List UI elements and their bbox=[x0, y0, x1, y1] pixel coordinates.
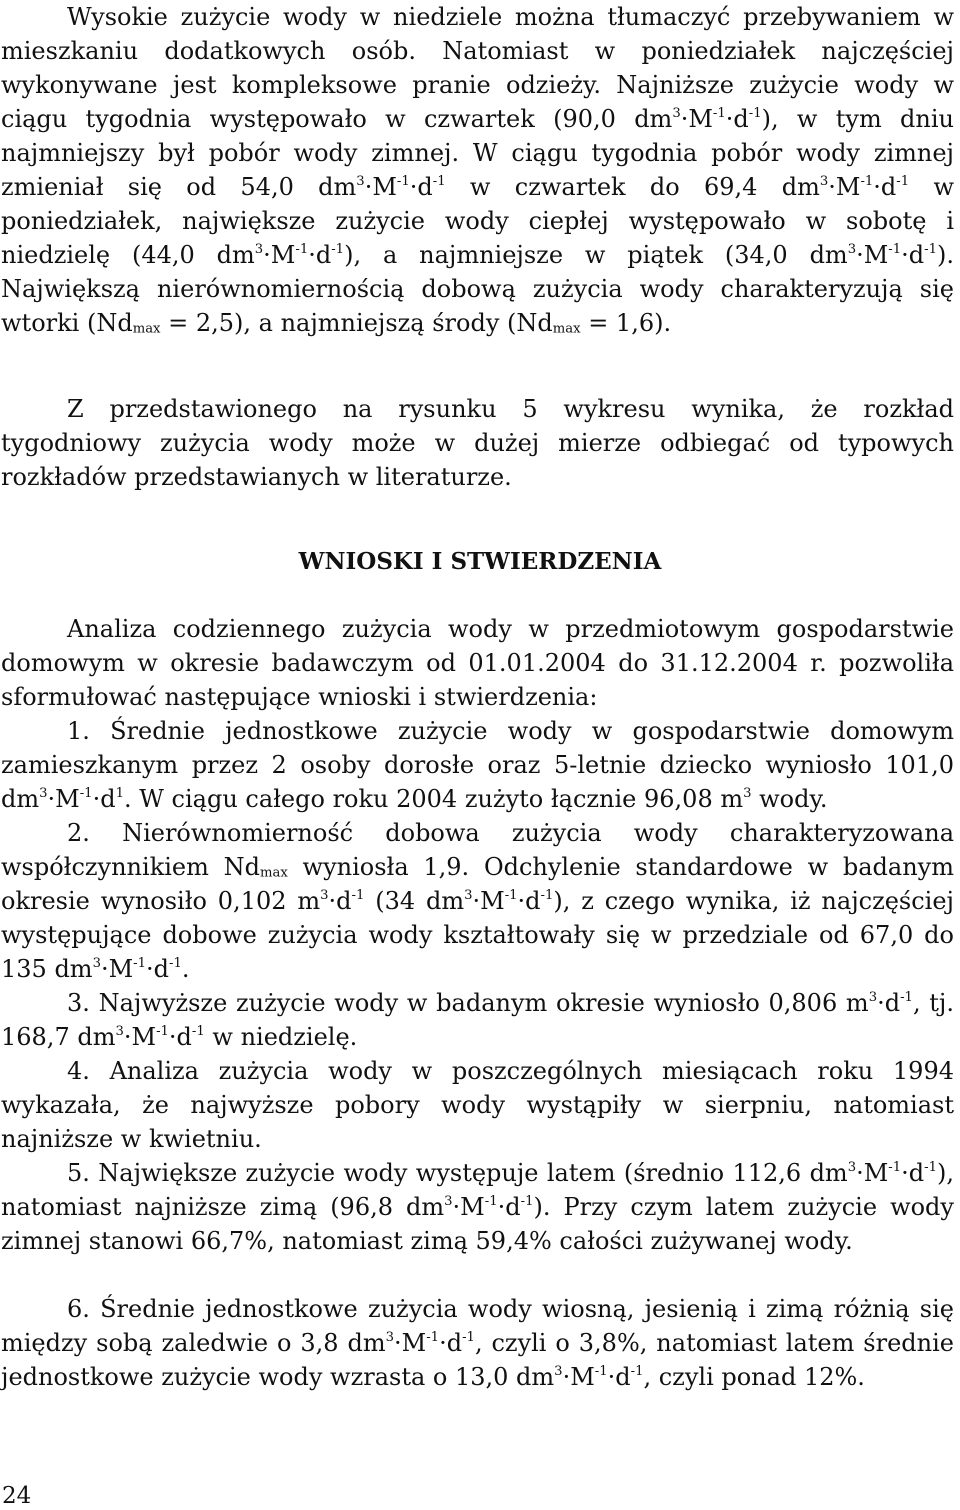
conclusion-item-6: 6. Średnie jednostkowe zużycia wody wiosną, jesienią i zimą różnią się między sobą zaledwie o 3,8 $dm^3\cdot M^{-1}\cdot d^{-1}$, czyli o 3,8%, natomiast latem średnie jednostkowe zużycie wody wzrasta o 13,0 $dm^3\cdot M^{-1}\cdot d^{-1}$, czyli ponad 12%. bbox=[1, 1295, 955, 1391]
conclusion-item-5: 5. Największe zużycie wody występuje latem (średnio 112,6 $dm^3\cdot M^{-1}\cdot d^{-1}$), natomiast najniższe zimą (96,8 $dm^3\cdot M^{-1}\cdot d^{-1}$). Przy czym latem zużycie wody zimnej stanowi 66,7%, natomiast zimą 59,4% całości zużywanej wody. bbox=[1, 1159, 954, 1255]
paragraph-conclusions-intro: Analiza codziennego zużycia wody w przedmiotowym gospodarstwie domowym w okresie badawczym od 01.01.2004 do 31.12.2004 r. pozwoliła sformułować następujące wnioski i stwierdzenia: bbox=[1, 615, 954, 711]
conclusion-item-4: 4. Analiza zużycia wody w poszczególnych miesiącach roku 1994 wykazała, że najwyższe pobory wody wystąpiły w sierpniu, natomiast najniższe w kwietniu. bbox=[1, 1057, 954, 1153]
conclusion-item-1: 1. Średnie jednostkowe zużycie wody w gospodarstwie domowym zamieszkanym przez 2 osoby dorosłe oraz 5-letnie dziecko wyniosło 101,0 $dm^3\cdot M^{-1}\cdot d^1$. W ciągu całego roku 2004 zużyto łącznie 96,08 $m^3$ wody. bbox=[1, 717, 954, 813]
section-heading: WNIOSKI I STWIERDZENIA bbox=[298, 548, 662, 575]
conclusion-item-3: 3. Najwyższe zużycie wody w badanym okresie wyniosło 0,806 $m^3\cdot d^{-1}$, tj. 168,7 $dm^3\cdot M^{-1}\cdot d^{-1}$ w niedzielę. bbox=[1, 989, 954, 1051]
conclusion-item-2: 2. Nierównomierność dobowa zużycia wody charakteryzowana współczynnikiem $Nd_{max}$ wyniosła 1,9. Odchylenie standardowe w badanym okresie wynosiło 0,102 $m^3\cdot d^{-1}$ (34 $dm^3\cdot M^{-1}\cdot d^{-1}$), z czego wynika, iż najczęściej występujące dobowe zużycia wody kształtowały się w przedziale od 67,0 do 135 $dm^3\cdot M^{-1}\cdot d^{-1}$. bbox=[1, 819, 955, 983]
paragraph-weekly-analysis: Wysokie zużycie wody w niedziele można tłumaczyć przebywaniem w mieszkaniu dodatkowych osób. Natomiast w poniedziałek najczęściej wykonywane jest kompleksowe pranie odzieży. Najniższe zużycie wody w ciągu tygodnia występowało w czwartek (90,0 $dm^3\cdot M^{-1}\cdot d^{-1}$), w tym dniu najmniejszy był pobór wody zimnej. W ciągu tygodnia pobór wody zimnej zmieniał się od 54,0 $dm^3\cdot M^{-1}\cdot d^{-1}$ w czwartek do 69,4 $dm^3\cdot M^{-1}\cdot d^{-1}$ w poniedziałek, największe zużycie wody ciepłej występowało w sobotę i niedzielę (44,0 $dm^3\cdot M^{-1}\cdot d^{-1}$), a najmniejsze w piątek (34,0 $dm^3\cdot M^{-1}\cdot d^{-1}$). Największą nierównomiernością dobową zużycia wody charakteryzują się wtorki $(Nd_{max} = 2,5)$, a najmniejszą środy $(Nd_{max} = 1,6)$. bbox=[1, 3, 955, 337]
paragraph-figure-5-conclusion: Z przedstawionego na rysunku 5 wykresu wynika, że rozkład tygodniowy zużycia wody może w dużej mierze odbiegać od typowych rozkładów przedstawianych w literaturze. bbox=[1, 395, 954, 491]
page-number: 24 bbox=[2, 1483, 32, 1509]
